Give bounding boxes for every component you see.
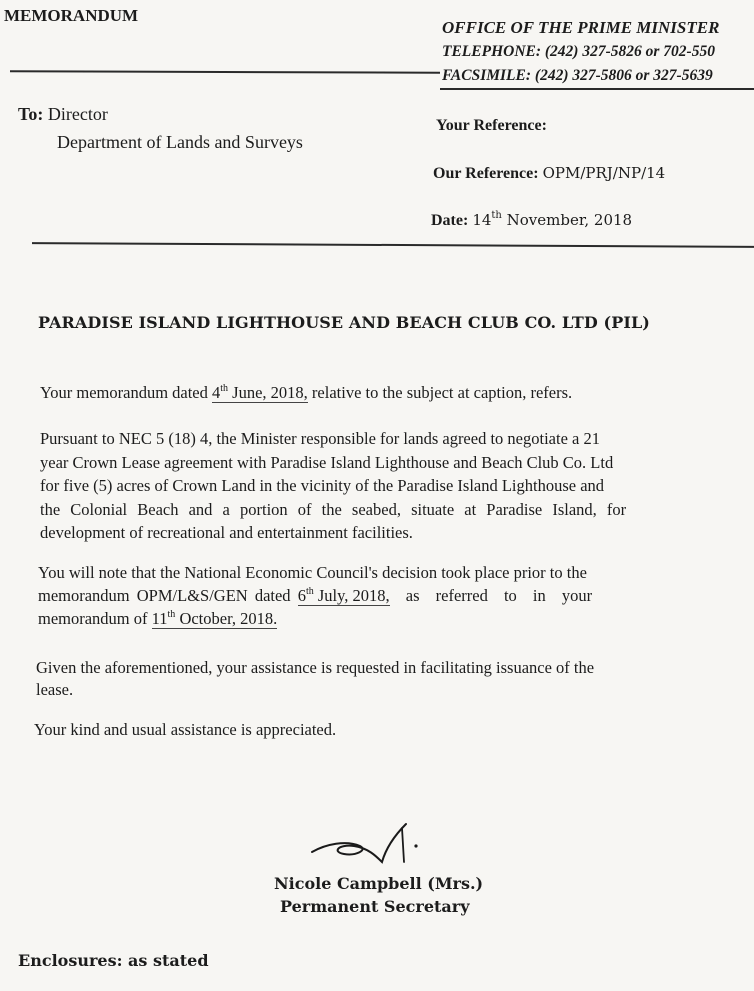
p5-line: Your kind and usual assistance is appreciated. (34, 720, 337, 739)
our-reference-value: OPM/PRJ/NP/14 (542, 164, 666, 182)
signatory-title: Permanent Secretary (280, 897, 470, 916)
memo-date (431, 211, 632, 230)
p2-line-4: the Colonial Beach and a portion of the seabed, situate at Paradise Island, for (40, 499, 627, 519)
to-line1: Director (47, 104, 108, 124)
p1-date-underlined (212, 383, 308, 403)
p3-l3-day: 11 (151, 609, 168, 628)
subject-line: PARADISE ISLAND LIGHTHOUSE AND BEACH CLUB CO. LTD (PIL) (38, 313, 650, 332)
p1-day: 4 (212, 383, 221, 402)
p1-text-a: Your memorandum dated (40, 383, 213, 402)
to-department: Department of Lands and Surveys (57, 132, 303, 152)
p4-line-2: lease. (36, 680, 74, 699)
paragraph-council-note (38, 561, 754, 630)
p1-text-c: relative to the subject at caption, refers. (307, 383, 573, 402)
header-rule-right (440, 88, 754, 90)
to-label: To: (18, 104, 44, 124)
p2-line-2: year Crown Lease agreement with Paradise Island Lighthouse and Beach Club Co. Ltd (40, 452, 614, 472)
p3-l3-a: memorandum of (38, 609, 152, 628)
p2-line-5: development of recreational and entertainment facilities. (40, 523, 413, 542)
our-reference (433, 164, 665, 183)
paragraph-nec-decision (40, 427, 754, 545)
p1-month: June, 2018, (228, 383, 308, 402)
header-rule (10, 70, 440, 74)
signatory-name: Nicole Campbell (Mrs.) (274, 874, 484, 893)
to-block (18, 104, 108, 125)
p3-l2-month: July, 2018, (313, 586, 390, 605)
p2-line-3: for five (5) acres of Crown Land in the vicinity of the Paradise Island Lighthouse and (40, 476, 605, 495)
p1-sup: th (220, 382, 229, 394)
date-rest: November, 2018 (506, 211, 633, 229)
p3-date-underlined (298, 586, 390, 606)
p3-line-2 (38, 584, 754, 607)
p3-l2-sup: th (305, 585, 314, 597)
p3-l3-sup: th (167, 608, 176, 620)
p3-l3-month: October, 2018. (175, 609, 278, 628)
p3-l3-date-underlined (152, 609, 278, 629)
your-reference-label: Your Reference: (436, 117, 547, 134)
date-suffix: th (491, 210, 502, 221)
paragraph-closing (34, 718, 754, 741)
address-rule (32, 242, 754, 247)
p3-line-1: You will note that the National Economic Council's decision took place prior to the (38, 563, 587, 582)
office-telephone: TELEPHONE: (242) 327-5826 or 702-550 (442, 43, 715, 60)
date-day: 14 (472, 211, 492, 229)
office-facsimile: FACSIMILE: (242) 327-5806 or 327-5639 (442, 67, 713, 84)
handwritten-signature (298, 818, 438, 870)
memorandum-label: MEMORANDUM (4, 6, 139, 25)
paragraph-memorandum-reference (40, 381, 754, 404)
date-label: Date: (431, 212, 469, 229)
enclosures-note: Enclosures: as stated (18, 951, 209, 970)
office-name: OFFICE OF THE PRIME MINISTER (442, 18, 720, 37)
paragraph-assistance-request (36, 657, 754, 701)
p3-l2-a: memorandum OPM/L&S/GEN dated (38, 586, 298, 605)
p3-l2-c: as referred to in your (389, 586, 593, 605)
date-value (472, 211, 632, 229)
p3-l2-day: 6 (297, 586, 306, 605)
p3-line-3 (38, 607, 754, 630)
our-reference-label: Our Reference: (433, 165, 539, 182)
p2-line-1: Pursuant to NEC 5 (18) 4, the Minister responsible for lands agreed to negotiate a 21 (40, 429, 600, 448)
p4-line-1: Given the aforementioned, your assistance is requested in facilitating issuance of the (36, 658, 595, 677)
